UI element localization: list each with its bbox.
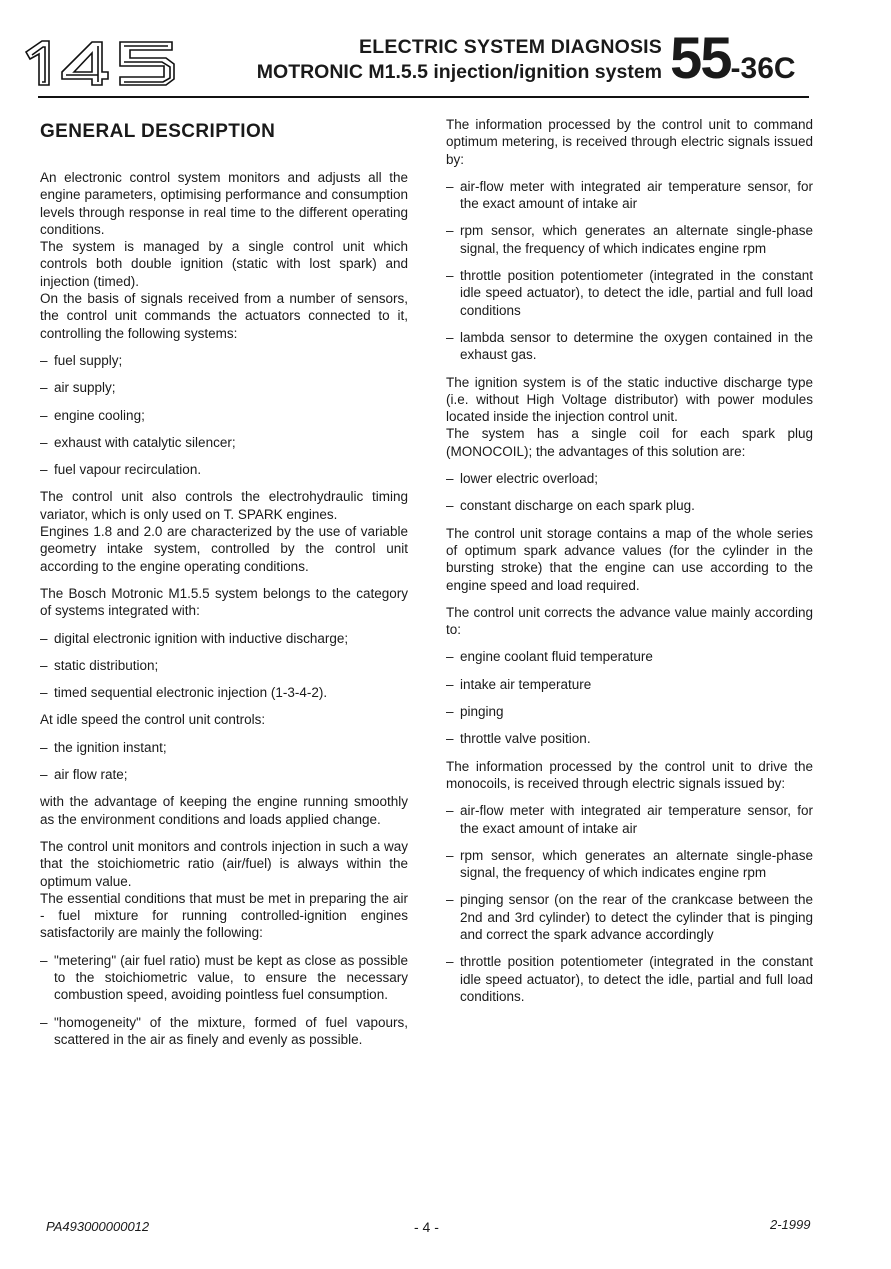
paragraph: The system has a single coil for each spark plug (MONOCOIL); the advantages of this solution are: bbox=[446, 426, 813, 459]
list-item: – throttle position potentiometer (integrated in the constant idle speed actuator), to detect the idle, partial and full load conditions. bbox=[446, 953, 813, 1005]
list-item: – air-flow meter with integrated air temperature sensor, for the exact amount of intake air bbox=[446, 178, 813, 213]
controlled-systems-list bbox=[40, 352, 408, 478]
list-item: – digital electronic ignition with inductive discharge; bbox=[40, 630, 408, 647]
section-heading: GENERAL DESCRIPTION bbox=[40, 121, 276, 142]
paragraph: The control unit monitors and controls injection in such a way that the stoichiometric ratio (air/fuel) is always within the optimum value. bbox=[40, 838, 408, 889]
monocoil-signals-list bbox=[446, 802, 813, 1005]
mixture-conditions-list bbox=[40, 952, 408, 1048]
header-title: ELECTRIC SYSTEM DIAGNOSIS bbox=[359, 36, 662, 58]
integrated-systems-list bbox=[40, 630, 408, 702]
page-number: - 4 - bbox=[414, 1219, 439, 1235]
paragraph: The ignition system is of the static inductive discharge type (i.e. without High Voltage distributor) with power modules located inside the injection control unit. bbox=[446, 374, 813, 425]
list-item: – throttle position potentiometer (integrated in the constant idle speed actuator), to detect the idle, partial and full load conditions bbox=[446, 267, 813, 319]
list-item: – rpm sensor, which generates an alternate single-phase signal, the frequency of which indicates engine rpm bbox=[446, 847, 813, 882]
list-item: – throttle valve position. bbox=[446, 730, 813, 747]
list-item: – constant discharge on each spark plug. bbox=[446, 497, 813, 514]
list-item: – fuel supply; bbox=[40, 352, 408, 369]
document-code: PA493000000012 bbox=[46, 1219, 150, 1234]
paragraph: Engines 1.8 and 2.0 are characterized by the use of variable geometry intake system, controlled by the control unit according to the engine operating conditions. bbox=[40, 524, 408, 574]
list-item: – engine coolant fluid temperature bbox=[446, 648, 813, 665]
paragraph: The essential conditions that must be met in preparing the air - fuel mixture for running controlled-ignition engines satisfactorily are mainly the following: bbox=[40, 890, 408, 941]
header-subtitle: MOTRONIC M1.5.5 injection/ignition system bbox=[256, 61, 662, 83]
paragraph: An electronic control system monitors and adjusts all the engine parameters, optimising performance and consumption levels through response in real time to the different operating conditions. bbox=[40, 170, 408, 237]
paragraph: On the basis of signals received from a number of sensors, the control unit commands the actuators connected to it, controlling the following systems: bbox=[40, 291, 408, 341]
list-item: – lower electric overload; bbox=[446, 470, 813, 487]
list-item: – air-flow meter with integrated air temperature sensor, for the exact amount of intake air bbox=[446, 802, 813, 837]
list-item: – "metering" (air fuel ratio) must be kept as close as possible to the stoichiometric value, to ensure the necessary combustion speed, avoiding pointless fuel consumption. bbox=[40, 952, 408, 1004]
issue-date: 2-1999 bbox=[770, 1217, 811, 1232]
paragraph: The control unit corrects the advance value mainly according to: bbox=[446, 604, 813, 638]
header-rule bbox=[38, 96, 809, 98]
list-item: – lambda sensor to determine the oxygen contained in the exhaust gas. bbox=[446, 329, 813, 364]
monocoil-advantages-list bbox=[446, 470, 813, 515]
list-item: – static distribution; bbox=[40, 657, 408, 674]
section-code-main: 55 bbox=[670, 26, 731, 91]
paragraph: At idle speed the control unit controls: bbox=[40, 712, 266, 728]
list-item: – rpm sensor, which generates an alternate single-phase signal, the frequency of which indicates engine rpm bbox=[446, 222, 813, 257]
advance-correction-list bbox=[446, 648, 813, 747]
left-column bbox=[40, 116, 408, 1058]
metering-signals-list bbox=[446, 178, 813, 364]
section-code bbox=[670, 26, 796, 91]
idle-controls-list bbox=[40, 739, 408, 784]
list-item: – intake air temperature bbox=[446, 676, 813, 693]
list-item: – pinging sensor (on the rear of the crankcase between the 2nd and 3rd cylinder) to detect the cylinder that is pinging and correct the spark advance accordingly bbox=[446, 891, 813, 943]
model-145-logo bbox=[22, 38, 180, 88]
paragraph: with the advantage of keeping the engine running smoothly as the environment conditions and loads applied change. bbox=[40, 794, 408, 827]
section-code-suffix: -36C bbox=[730, 52, 796, 85]
right-column bbox=[446, 116, 813, 1015]
paragraph: The Bosch Motronic M1.5.5 system belongs to the category of systems integrated with: bbox=[40, 585, 408, 619]
paragraph: The system is managed by a single control unit which controls both double ignition (static with lost spark) and injection (timed). bbox=[40, 239, 408, 289]
list-item: – air flow rate; bbox=[40, 766, 408, 783]
list-item: – the ignition instant; bbox=[40, 739, 408, 756]
list-item: – "homogeneity" of the mixture, formed of fuel vapours, scattered in the air as finely and evenly as possible. bbox=[40, 1014, 408, 1049]
list-item: – air supply; bbox=[40, 379, 408, 396]
list-item: – exhaust with catalytic silencer; bbox=[40, 434, 408, 451]
paragraph: The control unit also controls the electrohydraulic timing variator, which is only used on T. SPARK engines. bbox=[40, 489, 408, 522]
list-item: – engine cooling; bbox=[40, 407, 408, 424]
list-item: – timed sequential electronic injection (1-3-4-2). bbox=[40, 684, 408, 701]
paragraph: The control unit storage contains a map of the whole series of optimum spark advance values (for the cylinder in the bursting stroke) that the engine can use according to the engine speed and load required. bbox=[446, 525, 813, 593]
paragraph: The information processed by the control unit to command optimum metering, is received through electric signals issued by: bbox=[446, 117, 813, 167]
list-item: – fuel vapour recirculation. bbox=[40, 461, 408, 478]
logo-text: 145 bbox=[22, 38, 24, 39]
paragraph: The information processed by the control unit to drive the monocoils, is received through electric signals issued by: bbox=[446, 758, 813, 791]
page-header bbox=[0, 0, 891, 100]
list-item: – pinging bbox=[446, 703, 813, 720]
